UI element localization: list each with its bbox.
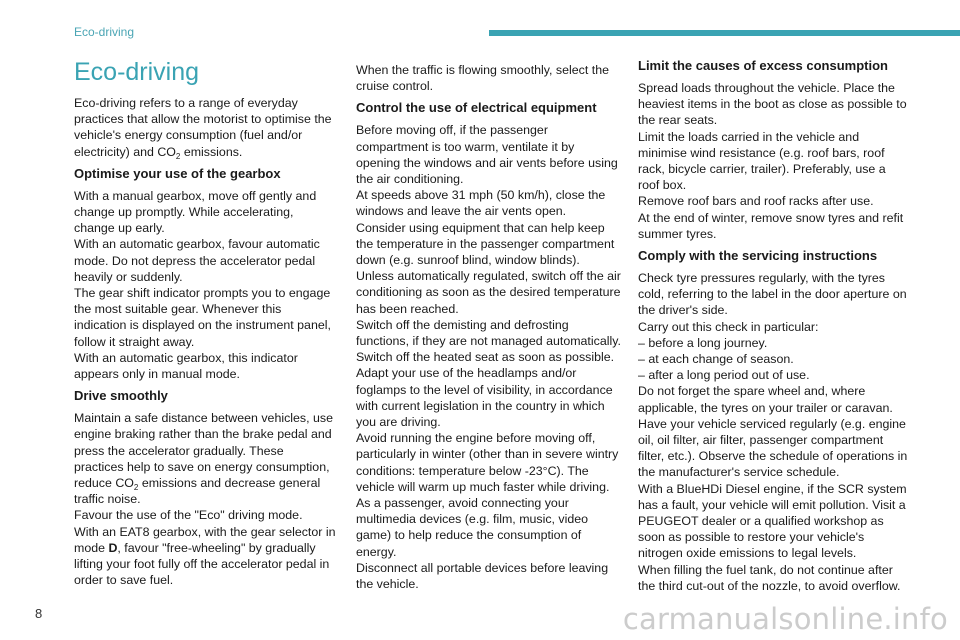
electrical-line: Unless automatically regulated, switch off the air conditioning as soon as the desired temperature has been reached. bbox=[356, 269, 621, 316]
electrical-line: Before moving off, if the passenger compartment is too warm, ventilate it by opening the windows and air vents before using the air conditioning. bbox=[356, 123, 618, 187]
heading-electrical: Control the use of electrical equipment bbox=[356, 100, 597, 116]
servicing-line: Do not forget the spare wheel and, where applicable, the tyres on your trailer or caravan. bbox=[638, 384, 893, 415]
heading-gearbox: Optimise your use of the gearbox bbox=[74, 165, 281, 181]
gearbox-line: With an automatic gearbox, this indicator appears only in manual mode. bbox=[74, 350, 298, 382]
servicing-line: Check tyre pressures regularly, with the tyres cold, referring to the label in the door aperture on the driver's side. bbox=[638, 271, 907, 318]
electrical-line: As a passenger, avoid connecting your multimedia devices (e.g. film, music, video game) to help reduce the consumption of energy. bbox=[356, 496, 589, 559]
header-accent-bar bbox=[489, 30, 960, 36]
excess-line: Remove roof bars and roof racks after use. bbox=[638, 194, 874, 209]
column-1 bbox=[74, 58, 336, 588]
gearbox-line: With a manual gearbox, move off gently and change up promptly. While accelerating, change up early. bbox=[74, 188, 317, 236]
page-title: Eco-driving bbox=[74, 58, 200, 86]
watermark: carmanualsonline.info bbox=[622, 602, 948, 636]
electrical-line: Switch off the demisting and defrosting functions, if they are not managed automatically. bbox=[356, 317, 621, 349]
servicing-list-item: – before a long journey. bbox=[638, 335, 768, 350]
excess-line: Limit the loads carried in the vehicle and minimise wind resistance (e.g. roof bars, roof rack, bicycle carrier, trailer). Preferably, use a roof box. bbox=[638, 129, 886, 193]
electrical-line: Consider using equipment that can help keep the temperature in the passenger compartment down (e.g. sunroof blind, window blinds). bbox=[356, 220, 615, 268]
gearbox-line: The gear shift indicator prompts you to engage the most suitable gear. Whenever this indication is displayed on the instrument panel, follow it straight away. bbox=[74, 286, 331, 349]
electrical-line: Disconnect all portable devices before leaving the vehicle. bbox=[356, 560, 609, 592]
heading-drive-smoothly: Drive smoothly bbox=[74, 388, 168, 404]
heading-excess-consumption: Limit the causes of excess consumption bbox=[638, 58, 888, 73]
electrical-line: Switch off the heated seat as soon as possible. bbox=[356, 350, 615, 365]
excess-line: Spread loads throughout the vehicle. Place the heaviest items in the boot as close as possible to the rear seats. bbox=[638, 81, 907, 128]
drive-line: Favour the use of the "Eco" driving mode. bbox=[74, 508, 303, 523]
column-2 bbox=[356, 62, 621, 592]
column-3 bbox=[638, 58, 908, 594]
intro-paragraph: Eco-driving refers to a range of everyday practices that allow the motorist to optimise the vehicle's energy consumption (fuel and/or electricity) and $CO_2$ emissions. bbox=[74, 96, 332, 161]
electrical-line: At speeds above 31 mph (50 km/h), close the windows and leave the air vents open. bbox=[356, 188, 606, 219]
gearbox-line: With an automatic gearbox, favour automatic mode. Do not depress the accelerator pedal heavily or suddenly. bbox=[74, 237, 320, 284]
cruise-control-paragraph: When the traffic is flowing smoothly, select the cruise control. bbox=[356, 63, 609, 94]
servicing-list-item: – after a long period out of use. bbox=[638, 368, 810, 383]
page-number: 8 bbox=[35, 606, 43, 621]
heading-servicing: Comply with the servicing instructions bbox=[638, 248, 878, 264]
drive-paragraph: Maintain a safe distance between vehicles, use engine braking rather than the brake pedal and press the accelerator gradually. These practices help to save on energy consumption, reduce $CO_2$ emissions and decrease general traffic noise. bbox=[74, 411, 333, 507]
excess-line: At the end of winter, remove snow tyres and refit summer tyres. bbox=[638, 210, 904, 241]
servicing-line: Have your vehicle serviced regularly (e.g. engine oil, oil filter, air filter, passenger compartment filter, etc.). Observe the schedule of operations in the manufacturer's service schedule. bbox=[638, 416, 908, 480]
servicing-line: With a BlueHDi Diesel engine, if the SCR system has a fault, your vehicle will emit pollution. Visit a PEUGEOT dealer or a qualified workshop as soon as possible to restore your vehicle's nitrogen oxide emissions to legal levels. bbox=[638, 481, 907, 561]
running-header: Eco-driving bbox=[74, 25, 135, 39]
drive-line: With an EAT8 gearbox, with the gear selector in mode D, favour "free-wheeling" by gradually lifting your foot fully off the accelerator pedal in order to save fuel. bbox=[74, 524, 336, 588]
servicing-list-item: – at each change of season. bbox=[638, 352, 794, 367]
electrical-line: Avoid running the engine before moving off, particularly in winter (other than in severe wintry conditions: temperature below -23°C). The vehicle will warm up much faster while driving. bbox=[356, 431, 619, 494]
electrical-line: Adapt your use of the headlamps and/or foglamps to the level of visibility, in accordance with current legislation in the country in which you are driving. bbox=[356, 366, 613, 430]
servicing-line: When filling the fuel tank, do not continue after the third cut-out of the nozzle, to avoid overflow. bbox=[638, 562, 901, 593]
servicing-line: Carry out this check in particular: bbox=[638, 319, 819, 334]
